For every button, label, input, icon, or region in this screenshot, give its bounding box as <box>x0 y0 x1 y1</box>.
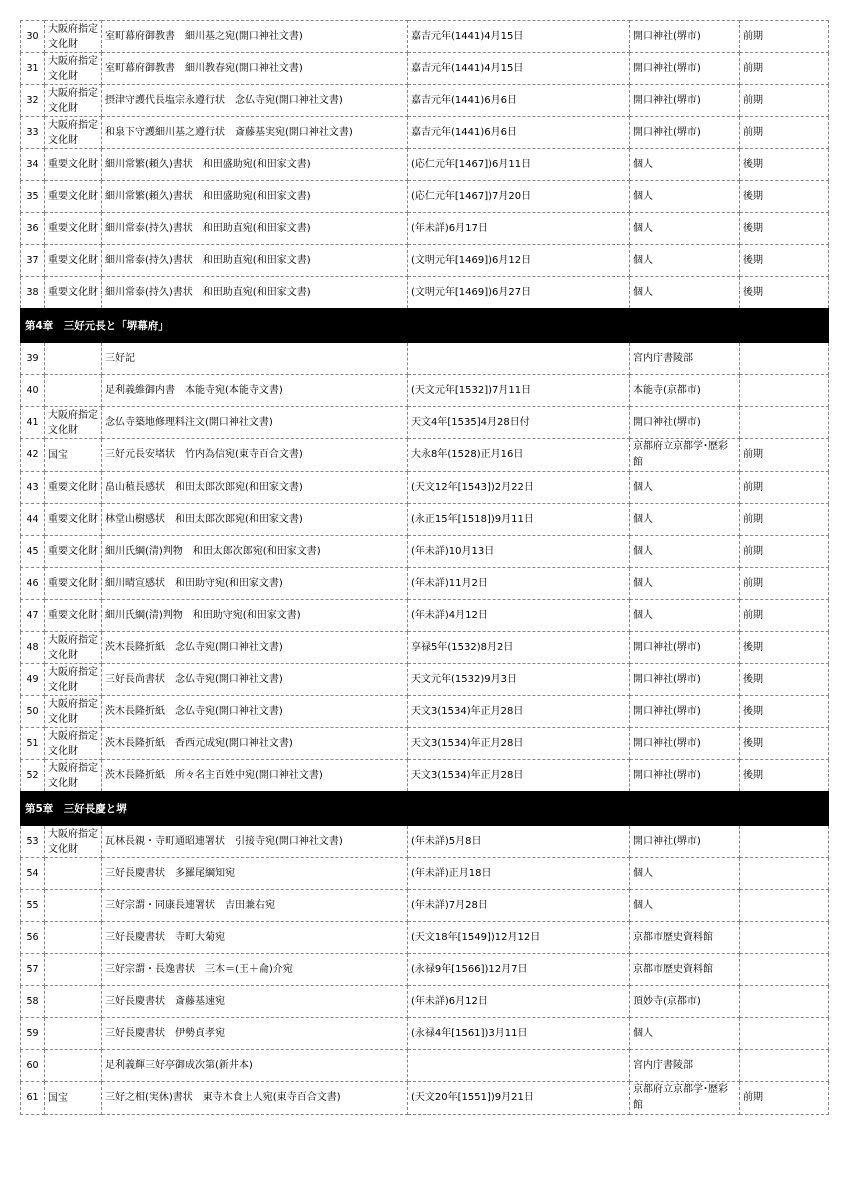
table-row <box>21 21 829 53</box>
document-title: 瓦林長親・寺町通昭連署状 引接寺宛(開口神社文書) <box>102 826 408 858</box>
designation-cell: 国宝 <box>45 1082 102 1115</box>
document-title: 三好宗謂・長逸書状 三木＝(王＋侖)介宛 <box>102 954 408 986</box>
document-title: 畠山稙長感状 和田太郎次郎宛(和田家文書) <box>102 472 408 504</box>
owner-cell: 開口神社(堺市) <box>630 21 740 53</box>
document-title: 細川常泰(持久)書状 和田助直宛(和田家文書) <box>102 245 408 277</box>
document-title: 室町幕府御教書 細川基之宛(開口神社文書) <box>102 21 408 53</box>
document-title: 三好之相(実休)書状 東寺木食上人宛(東寺百合文書) <box>102 1082 408 1115</box>
item-number: 52 <box>21 760 45 792</box>
document-date: 天文3(1534)年正月28日 <box>408 760 630 792</box>
table-row <box>21 85 829 117</box>
designation-cell: 重要文化財 <box>45 213 102 245</box>
exhibit-period <box>740 986 829 1018</box>
table-row <box>21 117 829 149</box>
designation-cell: 重要文化財 <box>45 536 102 568</box>
designation-cell: 重要文化財 <box>45 181 102 213</box>
document-title: 細川晴宣感状 和田助守宛(和田家文書) <box>102 568 408 600</box>
table-row <box>21 213 829 245</box>
item-number: 45 <box>21 536 45 568</box>
document-title: 摂津守護代長塩宗永遵行状 念仏寺宛(開口神社文書) <box>102 85 408 117</box>
owner-cell: 個人 <box>630 600 740 632</box>
exhibit-period: 後期 <box>740 213 829 245</box>
owner-cell: 個人 <box>630 245 740 277</box>
document-date: (天文18年[1549])12月12日 <box>408 922 630 954</box>
document-title: 茨木長隆折紙 所々名主百姓中宛(開口神社文書) <box>102 760 408 792</box>
owner-cell: 開口神社(堺市) <box>630 760 740 792</box>
designation-cell <box>45 375 102 407</box>
document-title: 三好長尚書状 念仏寺宛(開口神社文書) <box>102 664 408 696</box>
exhibit-period: 前期 <box>740 600 829 632</box>
document-title: 茨木長隆折紙 念仏寺宛(開口神社文書) <box>102 632 408 664</box>
exhibit-period: 前期 <box>740 53 829 85</box>
table-row <box>21 696 829 728</box>
item-number: 35 <box>21 181 45 213</box>
designation-cell: 国宝 <box>45 439 102 472</box>
owner-cell: 本能寺(京都市) <box>630 375 740 407</box>
owner-cell: 個人 <box>630 1018 740 1050</box>
table-row <box>21 826 829 858</box>
document-title: 茨木長隆折紙 念仏寺宛(開口神社文書) <box>102 696 408 728</box>
item-number: 56 <box>21 922 45 954</box>
exhibit-period: 後期 <box>740 696 829 728</box>
table-row <box>21 536 829 568</box>
owner-cell: 開口神社(堺市) <box>630 632 740 664</box>
document-title: 細川氏綱(清)判物 和田太郎次郎宛(和田家文書) <box>102 536 408 568</box>
item-number: 61 <box>21 1082 45 1115</box>
document-date <box>408 343 630 375</box>
item-number: 43 <box>21 472 45 504</box>
designation-cell: 大阪府指定文化財 <box>45 53 102 85</box>
item-number: 57 <box>21 954 45 986</box>
document-date: (年未詳)4月12日 <box>408 600 630 632</box>
document-title: 室町幕府御教書 細川教春宛(開口神社文書) <box>102 53 408 85</box>
exhibit-period: 前期 <box>740 536 829 568</box>
document-date: (永禄4年[1561])3月11日 <box>408 1018 630 1050</box>
document-date: (天文12年[1543])2月22日 <box>408 472 630 504</box>
document-date: (年未詳)11月2日 <box>408 568 630 600</box>
document-date: (永禄9年[1566])12月7日 <box>408 954 630 986</box>
exhibit-catalog-table <box>20 20 829 1115</box>
document-date: (応仁元年[1467])6月11日 <box>408 149 630 181</box>
owner-cell: 頂妙寺(京都市) <box>630 986 740 1018</box>
document-title: 三好長慶書状 伊勢貞孝宛 <box>102 1018 408 1050</box>
item-number: 41 <box>21 407 45 439</box>
table-row <box>21 1082 829 1115</box>
item-number: 58 <box>21 986 45 1018</box>
owner-cell: 京都市歴史資料館 <box>630 922 740 954</box>
document-date: 嘉吉元年(1441)4月15日 <box>408 21 630 53</box>
document-title: 細川常泰(持久)書状 和田助直宛(和田家文書) <box>102 277 408 309</box>
exhibit-period <box>740 826 829 858</box>
owner-cell: 宮内庁書陵部 <box>630 1050 740 1082</box>
document-date <box>408 1050 630 1082</box>
owner-cell: 個人 <box>630 149 740 181</box>
designation-cell <box>45 1050 102 1082</box>
exhibit-period: 前期 <box>740 568 829 600</box>
exhibit-period: 後期 <box>740 181 829 213</box>
document-title: 細川常繁(頼久)書状 和田盛助宛(和田家文書) <box>102 181 408 213</box>
document-title: 三好長慶書状 寺町大菊宛 <box>102 922 408 954</box>
owner-cell: 宮内庁書陵部 <box>630 343 740 375</box>
catalog-body <box>21 21 829 1115</box>
document-title: 林堂山樹感状 和田太郎次郎宛(和田家文書) <box>102 504 408 536</box>
designation-cell <box>45 1018 102 1050</box>
designation-cell: 重要文化財 <box>45 600 102 632</box>
document-date: (天文20年[1551])9月21日 <box>408 1082 630 1115</box>
table-row <box>21 1018 829 1050</box>
designation-cell: 大阪府指定文化財 <box>45 826 102 858</box>
item-number: 46 <box>21 568 45 600</box>
owner-cell: 開口神社(堺市) <box>630 85 740 117</box>
designation-cell: 重要文化財 <box>45 568 102 600</box>
document-date: 天文4年[1535]4月28日付 <box>408 407 630 439</box>
document-date: (年未詳)6月12日 <box>408 986 630 1018</box>
table-row <box>21 439 829 472</box>
document-date: 嘉吉元年(1441)4月15日 <box>408 53 630 85</box>
owner-cell: 個人 <box>630 858 740 890</box>
item-number: 30 <box>21 21 45 53</box>
exhibit-period: 前期 <box>740 504 829 536</box>
chapter-title: 第5章 三好長慶と堺 <box>21 792 829 826</box>
item-number: 49 <box>21 664 45 696</box>
designation-cell: 大阪府指定文化財 <box>45 117 102 149</box>
document-title: 念仏寺築地修理料注文(開口神社文書) <box>102 407 408 439</box>
item-number: 44 <box>21 504 45 536</box>
designation-cell <box>45 954 102 986</box>
designation-cell: 大阪府指定文化財 <box>45 696 102 728</box>
document-date: (年未詳)6月17日 <box>408 213 630 245</box>
designation-cell <box>45 890 102 922</box>
item-number: 38 <box>21 277 45 309</box>
item-number: 60 <box>21 1050 45 1082</box>
designation-cell: 大阪府指定文化財 <box>45 728 102 760</box>
owner-cell: 個人 <box>630 277 740 309</box>
item-number: 33 <box>21 117 45 149</box>
exhibit-period: 後期 <box>740 149 829 181</box>
exhibit-period: 前期 <box>740 85 829 117</box>
owner-cell: 開口神社(堺市) <box>630 728 740 760</box>
document-date: (年未詳)7月28日 <box>408 890 630 922</box>
document-title: 三好長慶書状 多羅尾綱知宛 <box>102 858 408 890</box>
owner-cell: 開口神社(堺市) <box>630 407 740 439</box>
document-date: (文明元年[1469])6月27日 <box>408 277 630 309</box>
item-number: 39 <box>21 343 45 375</box>
designation-cell: 大阪府指定文化財 <box>45 632 102 664</box>
designation-cell <box>45 986 102 1018</box>
document-title: 細川氏綱(清)判物 和田助守宛(和田家文書) <box>102 600 408 632</box>
exhibit-period <box>740 954 829 986</box>
exhibit-period: 前期 <box>740 472 829 504</box>
chapter-header-row <box>21 309 829 343</box>
designation-cell: 重要文化財 <box>45 149 102 181</box>
table-row <box>21 890 829 922</box>
owner-cell: 個人 <box>630 890 740 922</box>
table-row <box>21 407 829 439</box>
document-title: 和泉下守護細川基之遵行状 斎藤基実宛(開口神社文書) <box>102 117 408 149</box>
owner-cell: 京都府立京都学･歴彩館 <box>630 1082 740 1115</box>
item-number: 53 <box>21 826 45 858</box>
exhibit-period: 前期 <box>740 439 829 472</box>
document-date: (年未詳)10月13日 <box>408 536 630 568</box>
chapter-title: 第4章 三好元長と「堺幕府」 <box>21 309 829 343</box>
item-number: 55 <box>21 890 45 922</box>
item-number: 54 <box>21 858 45 890</box>
document-title: 茨木長隆折紙 香西元成宛(開口神社文書) <box>102 728 408 760</box>
document-title: 細川常泰(持久)書状 和田助直宛(和田家文書) <box>102 213 408 245</box>
document-date: (年未詳)5月8日 <box>408 826 630 858</box>
document-date: 嘉吉元年(1441)6月6日 <box>408 85 630 117</box>
document-date: (応仁元年[1467])7月20日 <box>408 181 630 213</box>
designation-cell <box>45 922 102 954</box>
exhibit-period <box>740 890 829 922</box>
table-row <box>21 343 829 375</box>
exhibit-period: 後期 <box>740 728 829 760</box>
table-row <box>21 922 829 954</box>
table-row <box>21 53 829 85</box>
document-date: 天文3(1534)年正月28日 <box>408 696 630 728</box>
document-date: (永正15年[1518])9月11日 <box>408 504 630 536</box>
item-number: 50 <box>21 696 45 728</box>
document-date: (天文元年[1532])7月11日 <box>408 375 630 407</box>
designation-cell: 大阪府指定文化財 <box>45 664 102 696</box>
table-row <box>21 858 829 890</box>
document-date: (年未詳)正月18日 <box>408 858 630 890</box>
document-title: 三好記 <box>102 343 408 375</box>
exhibit-period: 後期 <box>740 664 829 696</box>
owner-cell: 開口神社(堺市) <box>630 664 740 696</box>
item-number: 31 <box>21 53 45 85</box>
document-date: 大永8年(1528)正月16日 <box>408 439 630 472</box>
table-row <box>21 954 829 986</box>
item-number: 37 <box>21 245 45 277</box>
document-title: 細川常繁(頼久)書状 和田盛助宛(和田家文書) <box>102 149 408 181</box>
exhibit-period <box>740 1018 829 1050</box>
owner-cell: 開口神社(堺市) <box>630 53 740 85</box>
item-number: 47 <box>21 600 45 632</box>
item-number: 32 <box>21 85 45 117</box>
table-row <box>21 728 829 760</box>
item-number: 36 <box>21 213 45 245</box>
document-date: (文明元年[1469])6月12日 <box>408 245 630 277</box>
table-row <box>21 375 829 407</box>
designation-cell: 大阪府指定文化財 <box>45 407 102 439</box>
table-row <box>21 600 829 632</box>
owner-cell: 個人 <box>630 504 740 536</box>
owner-cell: 個人 <box>630 213 740 245</box>
chapter-header-row <box>21 792 829 826</box>
designation-cell: 大阪府指定文化財 <box>45 760 102 792</box>
exhibit-period: 後期 <box>740 760 829 792</box>
owner-cell: 個人 <box>630 181 740 213</box>
document-date: 享禄5年(1532)8月2日 <box>408 632 630 664</box>
table-row <box>21 245 829 277</box>
owner-cell: 京都市歴史資料館 <box>630 954 740 986</box>
document-title: 足利義維御内書 本能寺宛(本能寺文書) <box>102 375 408 407</box>
table-row <box>21 149 829 181</box>
document-title: 足利義輝三好亭御成次第(新井本) <box>102 1050 408 1082</box>
designation-cell: 重要文化財 <box>45 472 102 504</box>
exhibit-period <box>740 375 829 407</box>
table-row <box>21 181 829 213</box>
document-title: 三好元長安堵状 竹内為信宛(東寺百合文書) <box>102 439 408 472</box>
exhibit-period: 前期 <box>740 117 829 149</box>
item-number: 48 <box>21 632 45 664</box>
table-row <box>21 760 829 792</box>
table-row <box>21 568 829 600</box>
document-date: 天文3(1534)年正月28日 <box>408 728 630 760</box>
owner-cell: 個人 <box>630 568 740 600</box>
exhibit-period <box>740 858 829 890</box>
document-date: 嘉吉元年(1441)6月6日 <box>408 117 630 149</box>
table-row <box>21 664 829 696</box>
owner-cell: 個人 <box>630 472 740 504</box>
exhibit-period: 前期 <box>740 21 829 53</box>
item-number: 40 <box>21 375 45 407</box>
item-number: 51 <box>21 728 45 760</box>
document-title: 三好宗謂・同康長連署状 吉田兼右宛 <box>102 890 408 922</box>
exhibit-period: 後期 <box>740 245 829 277</box>
document-date: 天文元年(1532)9月3日 <box>408 664 630 696</box>
item-number: 34 <box>21 149 45 181</box>
owner-cell: 開口神社(堺市) <box>630 696 740 728</box>
item-number: 59 <box>21 1018 45 1050</box>
table-row <box>21 472 829 504</box>
exhibit-period: 後期 <box>740 632 829 664</box>
exhibit-period <box>740 1050 829 1082</box>
owner-cell: 開口神社(堺市) <box>630 826 740 858</box>
exhibit-period: 後期 <box>740 277 829 309</box>
designation-cell: 大阪府指定文化財 <box>45 85 102 117</box>
document-title: 三好長慶書状 斎藤基速宛 <box>102 986 408 1018</box>
exhibit-period <box>740 407 829 439</box>
exhibit-period <box>740 343 829 375</box>
designation-cell <box>45 858 102 890</box>
owner-cell: 開口神社(堺市) <box>630 117 740 149</box>
item-number: 42 <box>21 439 45 472</box>
exhibit-period: 前期 <box>740 1082 829 1115</box>
table-row <box>21 504 829 536</box>
table-row <box>21 1050 829 1082</box>
designation-cell: 重要文化財 <box>45 245 102 277</box>
designation-cell <box>45 343 102 375</box>
owner-cell: 個人 <box>630 536 740 568</box>
designation-cell: 重要文化財 <box>45 277 102 309</box>
table-row <box>21 277 829 309</box>
table-row <box>21 632 829 664</box>
designation-cell: 大阪府指定文化財 <box>45 21 102 53</box>
exhibit-period <box>740 922 829 954</box>
owner-cell: 京都府立京都学･歴彩館 <box>630 439 740 472</box>
table-row <box>21 986 829 1018</box>
designation-cell: 重要文化財 <box>45 504 102 536</box>
